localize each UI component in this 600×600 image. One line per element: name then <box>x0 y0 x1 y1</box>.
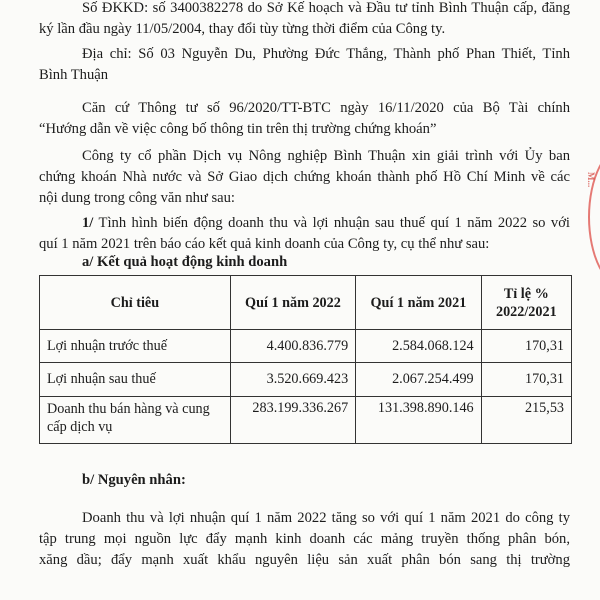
header-ratio <box>481 276 571 330</box>
legal-basis-line-2: “Hướng dẫn về việc công bố thông tin trên thị trường chứng khoán” <box>39 121 437 137</box>
row-q1-2022: 4.400.836.779 <box>230 330 355 363</box>
business-registration-line-1: Số ĐKKD: số 3400382278 do Sở Kế hoạch và Đầu tư tỉnh Bình Thuận cấp, đăng <box>82 0 570 16</box>
row-q1-2021: 2.584.068.124 <box>356 330 481 363</box>
row-q1-2022: 3.520.669.423 <box>230 363 355 397</box>
header-ratio-line-2: 2022/2021 <box>495 303 557 320</box>
table-header-row <box>40 276 572 330</box>
explanation-line-3: nội dung trong công văn như sau: <box>39 190 235 206</box>
row-ratio: 170,31 <box>481 363 571 397</box>
row-q1-2022: 283.199.336.267 <box>230 397 355 444</box>
section-a-heading: a/ Kết quả hoạt động kinh doanh <box>82 254 288 270</box>
row-ratio: 215,53 <box>481 397 571 444</box>
legal-basis-line-1: Căn cứ Thông tư số 96/2020/TT-BTC ngày 16/11/2020 của Bộ Tài chính <box>82 100 570 116</box>
section-b-heading: b/ Nguyên nhân: <box>82 472 186 488</box>
table-row <box>40 330 572 363</box>
row-q1-2021: 2.067.254.499 <box>356 363 481 397</box>
table-row <box>40 397 572 444</box>
explanation-line-1: Công ty cổ phần Dịch vụ Nông nghiệp Bình Thuận xin giải trình với Ủy ban <box>82 148 570 164</box>
row-label-line-2: cấp dịch vụ <box>47 419 113 435</box>
row-label-line-1: Doanh thu bán hàng và cung <box>47 401 210 417</box>
business-registration-line-2: ký lần đầu ngày 11/05/2004, thay đổi tùy từng thời điểm của Công ty. <box>39 21 446 37</box>
header-q1-2021: Quí 1 năm 2021 <box>356 276 481 330</box>
reason-line-3: xăng dầu; đẩy mạnh xuất khẩu nguyên liệu sản xuất phân bón sang thị trường <box>39 552 570 568</box>
address-line-1: Địa chỉ: Số 03 Nguyễn Du, Phường Đức Thắng, Thành phố Phan Thiết, Tỉnh <box>82 46 570 62</box>
stamp-text: M... <box>586 172 596 188</box>
item-1-line-1 <box>82 214 570 232</box>
address-line-2: Bình Thuận <box>39 67 109 83</box>
explanation-line-2: chứng khoán Nhà nước và Sở Giao dịch chứng khoán thành phố Hồ Chí Minh về các <box>39 169 570 185</box>
business-results-table <box>39 275 572 444</box>
row-ratio: 170,31 <box>481 330 571 363</box>
red-stamp-seal <box>588 145 600 289</box>
item-1-line-2: quí 1 năm 2021 trên báo cáo kết quả kinh doanh của Công ty, cụ thể như sau: <box>39 236 490 252</box>
row-label <box>40 397 231 444</box>
reason-line-1: Doanh thu và lợi nhuận quí 1 năm 2022 tăng so với quí 1 năm 2021 do công ty <box>82 510 570 526</box>
row-q1-2021: 131.398.890.146 <box>356 397 481 444</box>
item-1-text: Tình hình biến động doanh thu và lợi nhuận sau thuế quí 1 năm 2022 so với <box>98 215 570 231</box>
item-1-number: 1/ <box>82 215 94 231</box>
header-q1-2022: Quí 1 năm 2022 <box>230 276 355 330</box>
row-label: Lợi nhuận trước thuế <box>40 330 231 363</box>
header-indicator: Chỉ tiêu <box>40 276 231 330</box>
header-ratio-line-1: Tỉ lệ % <box>503 285 549 302</box>
table-row <box>40 363 572 397</box>
reason-line-2: tập trung mọi nguồn lực đẩy mạnh kinh doanh các mảng truyền thống phân bón, <box>39 531 570 547</box>
row-label: Lợi nhuận sau thuế <box>40 363 231 397</box>
